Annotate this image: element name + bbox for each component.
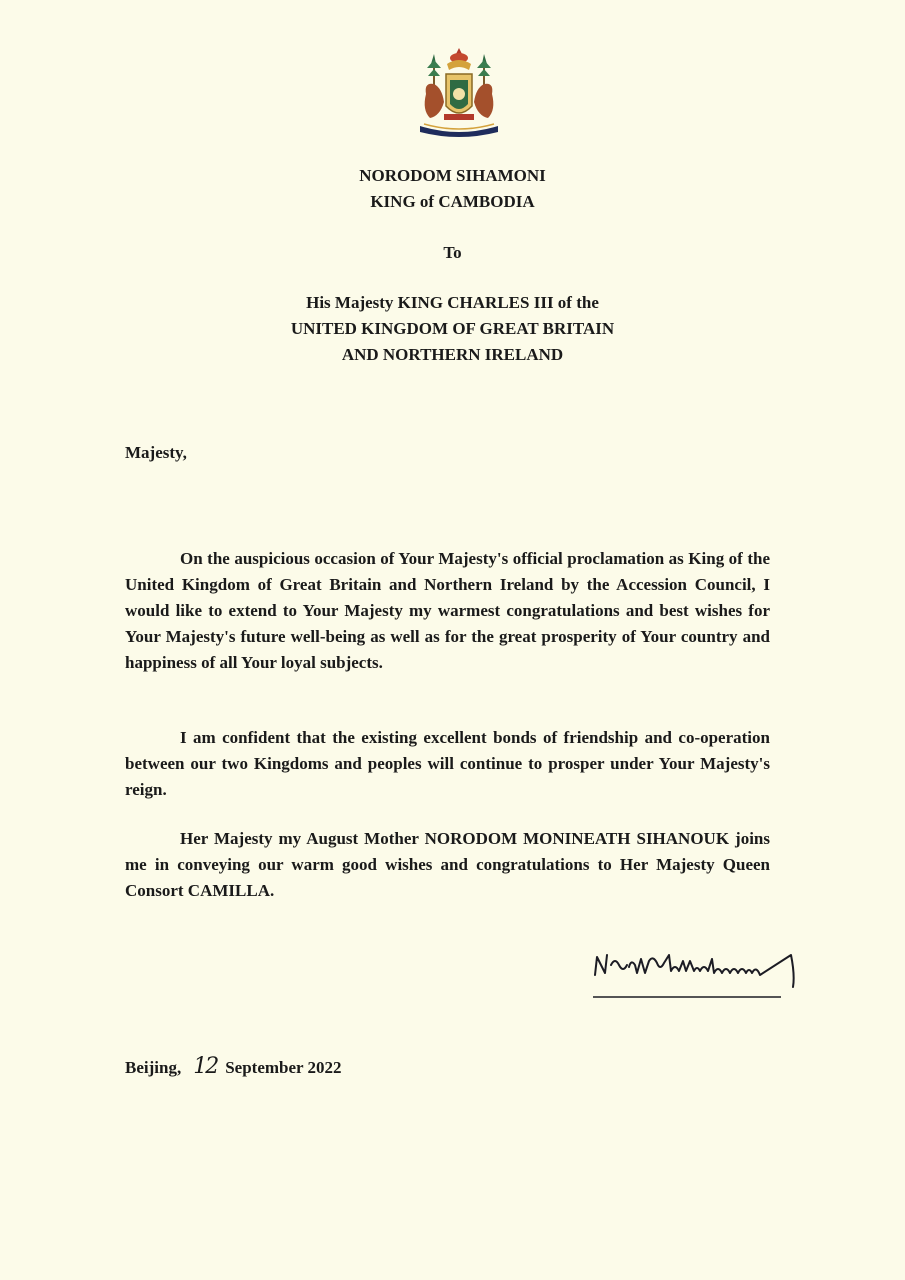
royal-arms-of-cambodia-icon [414,44,504,142]
date-day-handwritten: 12 [193,1054,218,1079]
recipient-block [0,290,905,368]
body-paragraph-2: I am confident that the existing excellent bonds of friendship and co-operation between our two Kingdoms and peoples will continue to prosper under Your Majesty's reign. [125,728,770,799]
salutation: Majesty, [125,443,187,462]
handwritten-signature-icon [585,935,815,1005]
recipient-line-3: AND NORTHERN IRELAND [341,345,564,364]
date-place: Beijing, [125,1058,182,1077]
dateline [125,1054,342,1081]
body-paragraph-1: On the auspicious occasion of Your Majesty's official proclamation as King of the United Kingdom of Great Britain and Northern Ireland by the Accession Council, I would like to extend to Your Majesty my warmest congratulations and best wishes for Your Majesty's future well-being as well as for the great prosperity of Your country and happiness of all Your loyal subjects. [125,549,770,672]
date-month-year: September 2022 [225,1058,342,1077]
recipient-line-2: UNITED KINGDOM OF GREAT BRITAIN [290,319,615,338]
sender-title: KING of CAMBODIA [370,192,535,211]
sender-block [0,163,905,215]
to-label: To [443,243,462,262]
sender-name: NORODOM SIHAMONI [359,166,546,185]
recipient-line-1: His Majesty KING CHARLES III of the [306,293,599,312]
body-paragraph-3: Her Majesty my August Mother NORODOM MONINEATH SIHANOUK joins me in conveying our warm good wishes and congratulations to Her Majesty Queen Consort CAMILLA. [125,829,770,900]
